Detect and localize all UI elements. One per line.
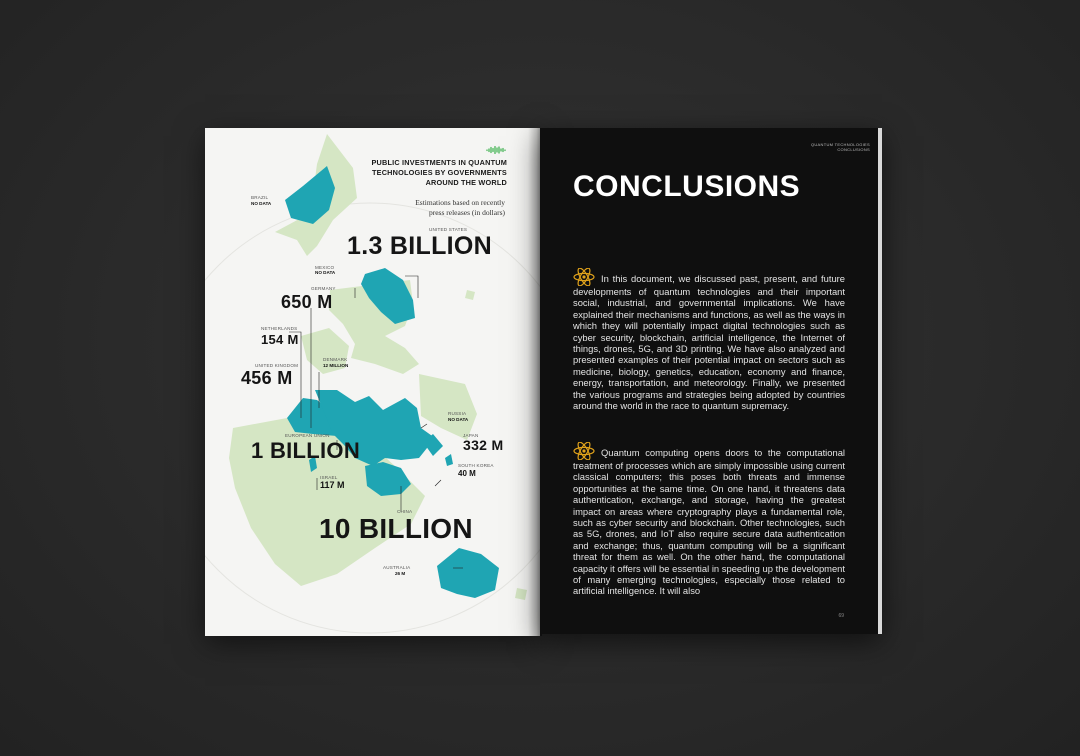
amount-japan: 332 M (463, 437, 504, 453)
amount-china: 10 BILLION (319, 513, 473, 544)
amount-united-states: 1.3 BILLION (347, 232, 492, 260)
amount-european-union: 1 BILLION (251, 438, 361, 463)
label-china: CHINA (397, 509, 413, 514)
mexico-no-data: NO DATA (315, 270, 336, 275)
amount-denmark: 12 MILLION (323, 363, 349, 368)
label-netherlands: NETHERLANDS (261, 326, 298, 331)
amount-netherlands: 154 M (261, 332, 299, 347)
russia-no-data: NO DATA (448, 417, 469, 422)
atom-icon (573, 268, 595, 286)
label-australia: AUSTRALIA (383, 565, 411, 570)
map-subtitle: Estimations based on recently press releases (in dollars) (415, 198, 505, 217)
running-header: QUANTUM TECHNOLOGIES CONCLUSIONS (810, 142, 870, 152)
label-germany: GERMANY (311, 286, 336, 291)
amount-germany: 650 M (281, 292, 333, 312)
atom-icon (573, 442, 595, 460)
map-island-se (515, 588, 527, 600)
left-page (205, 128, 540, 636)
label-russia: RUSSIA (448, 411, 467, 416)
label-mexico: MEXICO (315, 265, 335, 270)
amount-south-korea: 40 M (458, 469, 476, 478)
label-denmark: DENMARK (323, 357, 348, 362)
map-land-eastern (419, 374, 477, 440)
label-european-union: EUROPEAN UNION (285, 433, 330, 438)
amount-israel: 117 M (320, 480, 345, 490)
map-south-korea (445, 454, 453, 466)
label-south-korea: SOUTH KOREA (458, 463, 494, 468)
label-united-kingdom: UNITED KINGDOM (255, 363, 299, 368)
label-israel: ISRAEL (320, 475, 338, 480)
page-edge (878, 128, 882, 634)
brazil-no-data: NO DATA (251, 201, 272, 206)
map-island-ne (465, 290, 475, 300)
amount-australia: 26 M (395, 571, 406, 576)
paragraph-2: Quantum computing opens doors to the computational treatment of processes which are simply impossible using current classical computers; this poses both threats and immense opportunities at the same time. On one hand, it threatens data authentication, exchange, and storage, having the greatest impact on areas where cryptography plays a fundamental role, such as cyber security and blockchain. Other technologies, such as 5G, drones, and IoT also require secure data authentication and exchange; thus, quantum computing will be a significant threat for them as well. On the other hand, the computational capacity it offers will be essential in speeding up the development of many emerging technologies, especially those related to artificial intelligence. It will also (573, 442, 845, 597)
map-australia (437, 548, 499, 598)
map-title: PUBLIC INVESTMENTS IN QUANTUM TECHNOLOGIES BY GOVERNMENTS AROUND THE WORLD (371, 158, 507, 187)
page-title: CONCLUSIONS (573, 170, 801, 203)
label-brazil: BRAZIL (251, 195, 269, 200)
amount-united-kingdom: 456 M (241, 368, 293, 388)
right-page (540, 128, 882, 634)
sound-wave-icon (486, 146, 506, 154)
label-japan: JAPAN (463, 433, 479, 438)
paragraph-1: In this document, we discussed past, present, and future developments of quantum technologies and their important social, industrial, and governmental implications. We have explained their mechanisms and functions, as well as the ways in which they will potentially impact digital technologies such as cyber security, blockchain, artificial intelligence, the Internet of things, drones, 5G, and 3D printing. We have also analyzed and presented examples of their potential impact on sectors such as medicine, biology, genetics, education, economy and finance, energy, transportation, and meteorology. Finally, we presented the various programs and strategies being adopted by countries around the world in the race to quantum supremacy. (573, 268, 845, 411)
page-number: 69 (838, 613, 844, 619)
label-united-states: UNITED STATES (429, 227, 468, 232)
